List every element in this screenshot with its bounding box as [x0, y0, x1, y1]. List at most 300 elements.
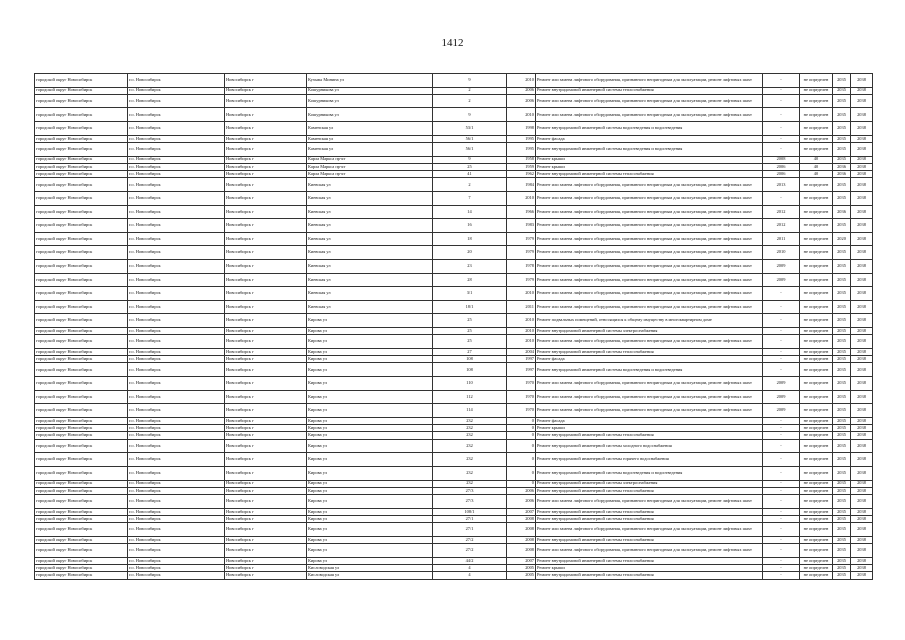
work-type-cell: Ремонт или замена лифтового оборудования, признанного непригодным для эксплуатации, ремонт лифтовых шахт: [536, 544, 763, 558]
municipal-district-cell: городской округ Новосибирск: [35, 260, 128, 274]
build-year-cell: 2010: [507, 192, 536, 206]
settlement-cell: г.о. Новосибирск: [128, 508, 225, 515]
planned-year-end-cell: 2038: [851, 232, 873, 246]
planned-year-start-cell: 2035: [833, 377, 851, 391]
settlement-cell: г.о. Новосибирск: [128, 327, 225, 334]
build-year-cell: 2005: [507, 565, 536, 572]
last-repair-year-cell: -: [763, 142, 800, 156]
work-type-cell: Ремонт крыши: [536, 425, 763, 432]
house-number-cell: 112: [433, 390, 507, 404]
house-number-cell: 232: [433, 453, 507, 467]
wear-percent-cell: не определен: [800, 508, 833, 515]
street-cell: Кирова ул: [307, 487, 433, 494]
work-type-cell: Ремонт или замена лифтового оборудования, признанного непригодным для эксплуатации, ремонт лифтовых шахт: [536, 246, 763, 260]
street-cell: Киевская ул: [307, 192, 433, 206]
house-number-cell: 18/1: [433, 300, 507, 314]
settlement-cell: г.о. Новосибирск: [128, 74, 225, 88]
house-number-cell: 4: [433, 565, 507, 572]
work-type-cell: Ремонт внутридомовой инженерной системы теплоснабжения: [536, 508, 763, 515]
build-year-cell: 2006: [507, 94, 536, 108]
planned-year-end-cell: 2038: [851, 314, 873, 328]
wear-percent-cell: не определен: [800, 363, 833, 377]
city-cell: Новосибирск г: [225, 425, 307, 432]
house-number-cell: 16: [433, 219, 507, 233]
work-type-cell: Ремонт подвальных помещений, относящихся к общему имуществу в многоквартирном доме: [536, 314, 763, 328]
table-row: [35, 135, 873, 142]
planned-year-start-cell: 2035: [833, 94, 851, 108]
wear-percent-cell: не определен: [800, 287, 833, 301]
settlement-cell: г.о. Новосибирск: [128, 348, 225, 355]
house-number-cell: 53/1: [433, 122, 507, 136]
build-year-cell: 1995: [507, 142, 536, 156]
house-number-cell: 27/1: [433, 516, 507, 523]
last-repair-year-cell: 2009: [763, 404, 800, 418]
city-cell: Новосибирск г: [225, 335, 307, 349]
municipal-district-cell: городской округ Новосибирск: [35, 404, 128, 418]
planned-year-end-cell: 2038: [851, 480, 873, 487]
street-cell: Кирова ул: [307, 480, 433, 487]
house-number-cell: 114: [433, 404, 507, 418]
house-number-cell: 9: [433, 74, 507, 88]
build-year-cell: 0: [507, 480, 536, 487]
planned-year-start-cell: 2035: [833, 219, 851, 233]
planned-year-start-cell: 2035: [833, 572, 851, 579]
last-repair-year-cell: 2009: [763, 260, 800, 274]
last-repair-year-cell: -: [763, 516, 800, 523]
build-year-cell: 2011: [507, 300, 536, 314]
work-type-cell: Ремонт фасада: [536, 417, 763, 424]
planned-year-start-cell: 2035: [833, 487, 851, 494]
last-repair-year-cell: 2006: [763, 171, 800, 178]
wear-percent-cell: не определен: [800, 232, 833, 246]
wear-percent-cell: не определен: [800, 273, 833, 287]
build-year-cell: 2007: [507, 508, 536, 515]
municipal-district-cell: городской округ Новосибирск: [35, 439, 128, 453]
last-repair-year-cell: -: [763, 495, 800, 509]
settlement-cell: г.о. Новосибирск: [128, 287, 225, 301]
street-cell: Кирова ул: [307, 356, 433, 363]
build-year-cell: 1962: [507, 171, 536, 178]
wear-percent-cell: не определен: [800, 74, 833, 88]
planned-year-start-cell: 2035: [833, 356, 851, 363]
wear-percent-cell: не определен: [800, 466, 833, 480]
planned-year-end-cell: 2038: [851, 356, 873, 363]
street-cell: Кисловодская ул: [307, 572, 433, 579]
wear-percent-cell: не определен: [800, 219, 833, 233]
city-cell: Новосибирск г: [225, 163, 307, 170]
work-type-cell: Ремонт или замена лифтового оборудования, признанного непригодным для эксплуатации, ремонт лифтовых шахт: [536, 108, 763, 122]
work-type-cell: Ремонт или замена лифтового оборудования, признанного непригодным для эксплуатации, ремонт лифтовых шахт: [536, 178, 763, 192]
house-number-cell: 3/1: [433, 287, 507, 301]
wear-percent-cell: не определен: [800, 536, 833, 543]
house-number-cell: 23: [433, 260, 507, 274]
street-cell: Кирова ул: [307, 363, 433, 377]
last-repair-year-cell: -: [763, 417, 800, 424]
build-year-cell: 2010: [507, 108, 536, 122]
table-row: [35, 327, 873, 334]
build-year-cell: 1979: [507, 246, 536, 260]
house-number-cell: 232: [433, 439, 507, 453]
settlement-cell: г.о. Новосибирск: [128, 87, 225, 94]
build-year-cell: 0: [507, 466, 536, 480]
city-cell: Новосибирск г: [225, 439, 307, 453]
work-type-cell: Ремонт внутридомовой инженерной системы водоотведения и водоотведения: [536, 363, 763, 377]
street-cell: Киевская ул: [307, 219, 433, 233]
build-year-cell: 2004: [507, 348, 536, 355]
last-repair-year-cell: 2009: [763, 377, 800, 391]
street-cell: Кирова ул: [307, 516, 433, 523]
municipal-district-cell: городской округ Новосибирск: [35, 163, 128, 170]
house-number-cell: 2: [433, 87, 507, 94]
build-year-cell: 2008: [507, 536, 536, 543]
house-number-cell: 108: [433, 363, 507, 377]
city-cell: Новосибирск г: [225, 536, 307, 543]
city-cell: Новосибирск г: [225, 273, 307, 287]
work-type-cell: Ремонт или замена лифтового оборудования, признанного непригодным для эксплуатации, ремонт лифтовых шахт: [536, 260, 763, 274]
street-cell: Кирова ул: [307, 466, 433, 480]
planned-year-start-cell: 2036: [833, 171, 851, 178]
municipal-district-cell: городской округ Новосибирск: [35, 232, 128, 246]
street-cell: Каменская ул: [307, 122, 433, 136]
build-year-cell: 1998: [507, 122, 536, 136]
planned-year-start-cell: 2035: [833, 565, 851, 572]
build-year-cell: 1958: [507, 156, 536, 163]
last-repair-year-cell: 2013: [763, 178, 800, 192]
house-number-cell: 27/1: [433, 523, 507, 537]
planned-year-end-cell: 2038: [851, 557, 873, 564]
wear-percent-cell: не определен: [800, 572, 833, 579]
last-repair-year-cell: -: [763, 135, 800, 142]
last-repair-year-cell: -: [763, 439, 800, 453]
work-type-cell: Ремонт крыши: [536, 565, 763, 572]
municipal-district-cell: городской округ Новосибирск: [35, 74, 128, 88]
table-row: [35, 466, 873, 480]
build-year-cell: 1970: [507, 404, 536, 418]
build-year-cell: 1978: [507, 260, 536, 274]
house-number-cell: 108/1: [433, 508, 507, 515]
table-row: [35, 495, 873, 509]
street-cell: Кошурникова ул: [307, 94, 433, 108]
last-repair-year-cell: -: [763, 314, 800, 328]
last-repair-year-cell: 2012: [763, 205, 800, 219]
house-number-cell: 108: [433, 356, 507, 363]
municipal-district-cell: городской округ Новосибирск: [35, 390, 128, 404]
last-repair-year-cell: -: [763, 544, 800, 558]
city-cell: Новосибирск г: [225, 232, 307, 246]
work-type-cell: Ремонт или замена лифтового оборудования, признанного непригодным для эксплуатации, ремонт лифтовых шахт: [536, 335, 763, 349]
planned-year-start-cell: 2035: [833, 453, 851, 467]
table-row: [35, 335, 873, 349]
planned-year-end-cell: 2038: [851, 192, 873, 206]
settlement-cell: г.о. Новосибирск: [128, 536, 225, 543]
work-type-cell: Ремонт внутридомовой инженерной системы водоотведения и водоотведения: [536, 142, 763, 156]
table-row: [35, 404, 873, 418]
table-row: [35, 246, 873, 260]
settlement-cell: г.о. Новосибирск: [128, 404, 225, 418]
build-year-cell: 0: [507, 453, 536, 467]
wear-percent-cell: не определен: [800, 390, 833, 404]
wear-percent-cell: не определен: [800, 495, 833, 509]
wear-percent-cell: не определен: [800, 439, 833, 453]
planned-year-start-cell: 2036: [833, 163, 851, 170]
work-type-cell: Ремонт внутридомовой инженерной системы электроснабжения: [536, 327, 763, 334]
last-repair-year-cell: -: [763, 300, 800, 314]
street-cell: Карла Маркса пр-кт: [307, 171, 433, 178]
street-cell: Кошурникова ул: [307, 87, 433, 94]
planned-year-end-cell: 2038: [851, 163, 873, 170]
table-row: [35, 432, 873, 439]
work-type-cell: Ремонт внутридомовой инженерной системы холодного водоснабжения: [536, 439, 763, 453]
house-number-cell: 25: [433, 314, 507, 328]
street-cell: Киевская ул: [307, 232, 433, 246]
house-number-cell: 2: [433, 94, 507, 108]
wear-percent-cell: не определен: [800, 557, 833, 564]
last-repair-year-cell: -: [763, 466, 800, 480]
settlement-cell: г.о. Новосибирск: [128, 94, 225, 108]
municipal-district-cell: городской округ Новосибирск: [35, 246, 128, 260]
municipal-district-cell: городской округ Новосибирск: [35, 536, 128, 543]
street-cell: Киевская ул: [307, 273, 433, 287]
work-type-cell: Ремонт или замена лифтового оборудования, признанного непригодным для эксплуатации, ремонт лифтовых шахт: [536, 523, 763, 537]
table-row: [35, 348, 873, 355]
wear-percent-cell: не определен: [800, 192, 833, 206]
city-cell: Новосибирск г: [225, 192, 307, 206]
settlement-cell: г.о. Новосибирск: [128, 390, 225, 404]
planned-year-start-cell: 2035: [833, 178, 851, 192]
table-row: [35, 260, 873, 274]
wear-percent-cell: не определен: [800, 314, 833, 328]
last-repair-year-cell: -: [763, 363, 800, 377]
wear-percent-cell: не определен: [800, 523, 833, 537]
build-year-cell: 2006: [507, 87, 536, 94]
planned-year-end-cell: 2038: [851, 219, 873, 233]
build-year-cell: 1995: [507, 135, 536, 142]
table-row: [35, 300, 873, 314]
wear-percent-cell: не определен: [800, 142, 833, 156]
municipal-district-cell: городской округ Новосибирск: [35, 356, 128, 363]
planned-year-start-cell: 2035: [833, 335, 851, 349]
table-row: [35, 74, 873, 88]
planned-year-end-cell: 2038: [851, 171, 873, 178]
table-row: [35, 425, 873, 432]
street-cell: Кирова ул: [307, 390, 433, 404]
municipal-district-cell: городской округ Новосибирск: [35, 516, 128, 523]
planned-year-start-cell: 2035: [833, 404, 851, 418]
city-cell: Новосибирск г: [225, 327, 307, 334]
municipal-district-cell: городской округ Новосибирск: [35, 108, 128, 122]
wear-percent-cell: не определен: [800, 425, 833, 432]
municipal-district-cell: городской округ Новосибирск: [35, 377, 128, 391]
street-cell: Киевская ул: [307, 178, 433, 192]
table-row: [35, 192, 873, 206]
city-cell: Новосибирск г: [225, 523, 307, 537]
last-repair-year-cell: 2009: [763, 390, 800, 404]
settlement-cell: г.о. Новосибирск: [128, 246, 225, 260]
planned-year-end-cell: 2038: [851, 425, 873, 432]
city-cell: Новосибирск г: [225, 565, 307, 572]
city-cell: Новосибирск г: [225, 390, 307, 404]
wear-percent-cell: не определен: [800, 246, 833, 260]
planned-year-end-cell: 2038: [851, 417, 873, 424]
planned-year-end-cell: 2038: [851, 273, 873, 287]
settlement-cell: г.о. Новосибирск: [128, 192, 225, 206]
table-row: [35, 178, 873, 192]
last-repair-year-cell: -: [763, 453, 800, 467]
build-year-cell: 2008: [507, 516, 536, 523]
municipal-district-cell: городской округ Новосибирск: [35, 335, 128, 349]
wear-percent-cell: не определен: [800, 404, 833, 418]
city-cell: Новосибирск г: [225, 156, 307, 163]
wear-percent-cell: не определен: [800, 417, 833, 424]
planned-year-end-cell: 2038: [851, 565, 873, 572]
work-type-cell: Ремонт внутридомовой инженерной системы теплоснабжения: [536, 348, 763, 355]
last-repair-year-cell: -: [763, 287, 800, 301]
build-year-cell: 2006: [507, 487, 536, 494]
street-cell: Кошурникова ул: [307, 108, 433, 122]
planned-year-start-cell: 2035: [833, 516, 851, 523]
planned-year-end-cell: 2038: [851, 135, 873, 142]
planned-year-start-cell: 2035: [833, 432, 851, 439]
table-row: [35, 108, 873, 122]
wear-percent-cell: 40: [800, 156, 833, 163]
city-cell: Новосибирск г: [225, 74, 307, 88]
table-body: [35, 74, 873, 580]
wear-percent-cell: не определен: [800, 377, 833, 391]
house-number-cell: 232: [433, 425, 507, 432]
house-number-cell: 25: [433, 327, 507, 334]
municipal-district-cell: городской округ Новосибирск: [35, 273, 128, 287]
work-type-cell: Ремонт фасада: [536, 356, 763, 363]
table-row: [35, 219, 873, 233]
city-cell: Новосибирск г: [225, 348, 307, 355]
street-cell: Каменская ул: [307, 142, 433, 156]
city-cell: Новосибирск г: [225, 480, 307, 487]
build-year-cell: 1997: [507, 363, 536, 377]
table-row: [35, 87, 873, 94]
house-number-cell: 27/2: [433, 536, 507, 543]
last-repair-year-cell: -: [763, 523, 800, 537]
work-type-cell: Ремонт или замена лифтового оборудования, признанного непригодным для эксплуатации, ремонт лифтовых шахт: [536, 273, 763, 287]
city-cell: Новосибирск г: [225, 508, 307, 515]
work-type-cell: Ремонт или замена лифтового оборудования, признанного непригодным для эксплуатации, ремонт лифтовых шахт: [536, 495, 763, 509]
planned-year-start-cell: 2035: [833, 135, 851, 142]
last-repair-year-cell: -: [763, 74, 800, 88]
table-row: [35, 377, 873, 391]
city-cell: Новосибирск г: [225, 516, 307, 523]
build-year-cell: 1979: [507, 232, 536, 246]
last-repair-year-cell: -: [763, 425, 800, 432]
build-year-cell: 0: [507, 425, 536, 432]
planned-year-start-cell: 2035: [833, 300, 851, 314]
last-repair-year-cell: -: [763, 348, 800, 355]
settlement-cell: г.о. Новосибирск: [128, 439, 225, 453]
city-cell: Новосибирск г: [225, 246, 307, 260]
last-repair-year-cell: 2006: [763, 163, 800, 170]
work-type-cell: Ремонт внутридомовой инженерной системы теплоснабжения: [536, 171, 763, 178]
table-row: [35, 508, 873, 515]
planned-year-end-cell: 2038: [851, 390, 873, 404]
last-repair-year-cell: 2012: [763, 219, 800, 233]
house-number-cell: 7: [433, 192, 507, 206]
wear-percent-cell: не определен: [800, 335, 833, 349]
settlement-cell: г.о. Новосибирск: [128, 557, 225, 564]
wear-percent-cell: не определен: [800, 516, 833, 523]
work-type-cell: Ремонт внутридомовой инженерной системы теплоснабжения: [536, 87, 763, 94]
table-row: [35, 536, 873, 543]
last-repair-year-cell: -: [763, 508, 800, 515]
municipal-district-cell: городской округ Новосибирск: [35, 287, 128, 301]
work-type-cell: Ремонт внутридомовой инженерной системы теплоснабжения: [536, 536, 763, 543]
municipal-district-cell: городской округ Новосибирск: [35, 417, 128, 424]
build-year-cell: 2010: [507, 335, 536, 349]
settlement-cell: г.о. Новосибирск: [128, 487, 225, 494]
table-row: [35, 314, 873, 328]
table-row: [35, 439, 873, 453]
planned-year-start-cell: 2035: [833, 523, 851, 537]
municipal-district-cell: городской округ Новосибирск: [35, 487, 128, 494]
work-type-cell: Ремонт внутридомовой инженерной системы теплоснабжения: [536, 557, 763, 564]
build-year-cell: 1970: [507, 390, 536, 404]
build-year-cell: 2008: [507, 523, 536, 537]
settlement-cell: г.о. Новосибирск: [128, 300, 225, 314]
city-cell: Новосибирск г: [225, 495, 307, 509]
table-row: [35, 273, 873, 287]
municipal-district-cell: городской округ Новосибирск: [35, 466, 128, 480]
settlement-cell: г.о. Новосибирск: [128, 453, 225, 467]
wear-percent-cell: не определен: [800, 356, 833, 363]
wear-percent-cell: не определен: [800, 487, 833, 494]
city-cell: Новосибирск г: [225, 363, 307, 377]
planned-year-start-cell: 2035: [833, 544, 851, 558]
city-cell: Новосибирск г: [225, 287, 307, 301]
settlement-cell: г.о. Новосибирск: [128, 273, 225, 287]
work-type-cell: Ремонт или замена лифтового оборудования, признанного непригодным для эксплуатации, ремонт лифтовых шахт: [536, 192, 763, 206]
last-repair-year-cell: -: [763, 192, 800, 206]
settlement-cell: г.о. Новосибирск: [128, 356, 225, 363]
wear-percent-cell: не определен: [800, 135, 833, 142]
last-repair-year-cell: -: [763, 356, 800, 363]
planned-year-start-cell: 2035: [833, 246, 851, 260]
planned-year-start-cell: 2035: [833, 74, 851, 88]
city-cell: Новосибирск г: [225, 171, 307, 178]
planned-year-end-cell: 2038: [851, 74, 873, 88]
planned-year-start-cell: 2035: [833, 466, 851, 480]
wear-percent-cell: 40: [800, 171, 833, 178]
city-cell: Новосибирск г: [225, 432, 307, 439]
planned-year-start-cell: 2035: [833, 87, 851, 94]
street-cell: Карла Маркса пр-кт: [307, 156, 433, 163]
planned-year-end-cell: 2038: [851, 122, 873, 136]
house-number-cell: 27/3: [433, 487, 507, 494]
street-cell: Кирова ул: [307, 335, 433, 349]
street-cell: Киевская ул: [307, 300, 433, 314]
settlement-cell: г.о. Новосибирск: [128, 495, 225, 509]
planned-year-end-cell: 2038: [851, 439, 873, 453]
municipal-district-cell: городской округ Новосибирск: [35, 205, 128, 219]
settlement-cell: г.о. Новосибирск: [128, 232, 225, 246]
planned-year-start-cell: 2035: [833, 108, 851, 122]
settlement-cell: г.о. Новосибирск: [128, 142, 225, 156]
city-cell: Новосибирск г: [225, 487, 307, 494]
settlement-cell: г.о. Новосибирск: [128, 363, 225, 377]
street-cell: Кисловодская ул: [307, 565, 433, 572]
last-repair-year-cell: 2010: [763, 246, 800, 260]
planned-year-start-cell: 2035: [833, 348, 851, 355]
planned-year-start-cell: 2035: [833, 327, 851, 334]
city-cell: Новосибирск г: [225, 404, 307, 418]
city-cell: Новосибирск г: [225, 314, 307, 328]
municipal-district-cell: городской округ Новосибирск: [35, 192, 128, 206]
